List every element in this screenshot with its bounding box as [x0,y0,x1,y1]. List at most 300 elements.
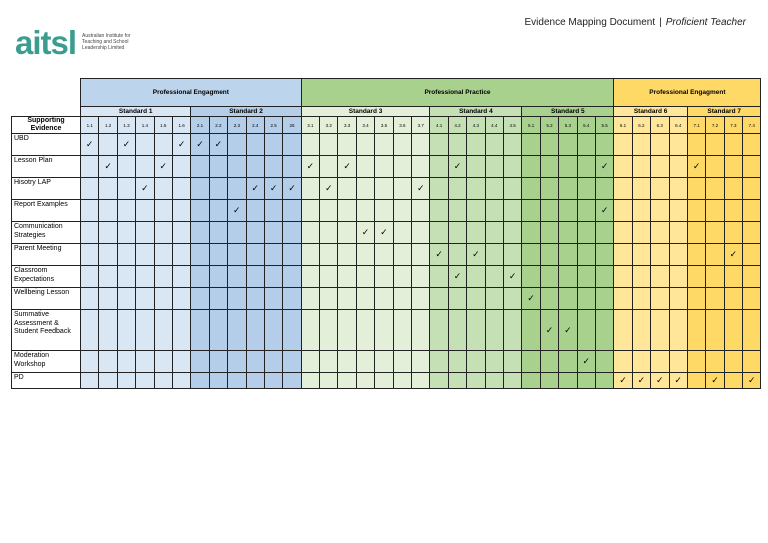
mapping-cell [577,156,595,178]
mapping-cell [283,351,301,373]
mapping-cell [522,178,540,200]
check-icon: ✓ [435,249,443,259]
mapping-cell [172,200,190,222]
mapping-cell [577,373,595,389]
mapping-cell [228,178,246,200]
mapping-cell [283,178,301,200]
mapping-cell [136,351,154,373]
mapping-cell [99,200,117,222]
mapping-cell [522,288,540,310]
descriptor-header: 5.5 [595,117,613,134]
descriptor-header: 5.1 [522,117,540,134]
mapping-cell [191,310,209,351]
mapping-cell [503,373,521,389]
mapping-cell [117,288,135,310]
mapping-cell [669,156,687,178]
mapping-cell [246,156,264,178]
mapping-cell [264,134,282,156]
descriptor-header: 7.1 [687,117,705,134]
evidence-row [12,156,761,178]
mapping-cell [172,244,190,266]
mapping-cell [559,200,577,222]
mapping-cell [522,373,540,389]
mapping-cell [375,156,393,178]
mapping-cell [706,222,724,244]
mapping-cell [209,351,227,373]
mapping-cell [81,200,99,222]
mapping-cell [724,373,742,389]
mapping-cell [375,134,393,156]
evidence-label: Wellbeing Lesson [12,288,81,310]
mapping-cell [172,266,190,288]
check-icon: ✓ [656,375,664,385]
mapping-cell [338,288,356,310]
mapping-cell [375,266,393,288]
mapping-cell [412,266,430,288]
standard-header: Standard 5 [522,107,614,117]
descriptor-header: 1.2 [99,117,117,134]
mapping-cell [651,373,669,389]
mapping-cell [375,288,393,310]
descriptor-header: 5.4 [577,117,595,134]
mapping-cell [503,134,521,156]
mapping-cell [651,178,669,200]
mapping-cell [503,222,521,244]
mapping-cell [467,351,485,373]
mapping-cell [430,156,448,178]
mapping-cell [172,351,190,373]
mapping-cell [117,200,135,222]
mapping-cell [485,200,503,222]
mapping-cell [687,288,705,310]
descriptor-header: 1.6 [172,117,190,134]
evidence-label: Lesson Plan [12,156,81,178]
mapping-cell [467,310,485,351]
mapping-cell [687,222,705,244]
mapping-cell [154,178,172,200]
mapping-cell [448,178,466,200]
mapping-cell [485,134,503,156]
mapping-cell [301,244,319,266]
mapping-cell [191,200,209,222]
mapping-cell [724,310,742,351]
mapping-cell [246,310,264,351]
mapping-cell [99,373,117,389]
mapping-cell [559,373,577,389]
mapping-cell [669,310,687,351]
mapping-cell [706,134,724,156]
mapping-cell [393,288,411,310]
descriptor-header: 2.5 [264,117,282,134]
mapping-cell [651,200,669,222]
check-icon: ✓ [159,161,168,171]
mapping-cell [320,200,338,222]
mapping-cell [595,288,613,310]
mapping-cell [301,200,319,222]
mapping-cell [283,266,301,288]
mapping-cell [503,244,521,266]
mapping-cell [706,266,724,288]
mapping-cell [706,156,724,178]
descriptor-header: 1.5 [154,117,172,134]
mapping-cell [412,244,430,266]
descriptor-header-row [12,117,761,134]
mapping-cell [577,200,595,222]
mapping-cell [393,178,411,200]
mapping-cell [595,134,613,156]
mapping-cell [246,200,264,222]
mapping-cell [99,178,117,200]
descriptor-header: 7.2 [706,117,724,134]
check-icon: ✓ [416,183,425,193]
mapping-cell [117,373,135,389]
mapping-cell [632,310,650,351]
mapping-cell [632,222,650,244]
mapping-cell [651,288,669,310]
mapping-cell [81,351,99,373]
mapping-cell [669,134,687,156]
mapping-cell [522,222,540,244]
mapping-cell [522,200,540,222]
mapping-cell [154,310,172,351]
mapping-cell [669,178,687,200]
mapping-cell [503,178,521,200]
mapping-cell [283,288,301,310]
mapping-cell [264,222,282,244]
mapping-cell [503,156,521,178]
mapping-cell [743,373,761,389]
mapping-cell [632,178,650,200]
mapping-cell [614,266,632,288]
mapping-cell [467,156,485,178]
mapping-cell [209,244,227,266]
mapping-cell [430,351,448,373]
mapping-cell [283,200,301,222]
evidence-label: Summative Assessment & Student Feedback [12,310,81,351]
mapping-cell [264,288,282,310]
standard-header: Standard 2 [191,107,301,117]
mapping-cell [191,134,209,156]
evidence-label: Report Examples [12,200,81,222]
mapping-cell [412,222,430,244]
mapping-cell [375,200,393,222]
mapping-cell [577,288,595,310]
mapping-cell [540,351,558,373]
mapping-cell [356,244,374,266]
mapping-cell [467,200,485,222]
mapping-cell [430,373,448,389]
mapping-cell [485,222,503,244]
mapping-cell [559,310,577,351]
mapping-cell [467,373,485,389]
mapping-cell [651,351,669,373]
mapping-cell [338,244,356,266]
descriptor-header: 6.2 [632,117,650,134]
mapping-cell [301,156,319,178]
mapping-cell [522,156,540,178]
mapping-cell [320,178,338,200]
evidence-row [12,266,761,288]
check-icon: ✓ [104,161,112,171]
mapping-cell [338,266,356,288]
mapping-cell [577,351,595,373]
evidence-label: Moderation Workshop [12,351,81,373]
mapping-cell [301,134,319,156]
mapping-cell [136,222,154,244]
descriptor-header: 26 [283,117,301,134]
mapping-cell [264,310,282,351]
evidence-row [12,310,761,351]
mapping-cell [743,156,761,178]
mapping-cell [209,156,227,178]
mapping-cell [154,244,172,266]
check-icon: ✓ [729,249,738,259]
mapping-cell [412,373,430,389]
mapping-cell [283,244,301,266]
mapping-cell [651,222,669,244]
mapping-cell [136,244,154,266]
mapping-cell [338,373,356,389]
mapping-cell [393,134,411,156]
mapping-cell [595,351,613,373]
mapping-cell [448,200,466,222]
mapping-cell [117,310,135,351]
mapping-cell [136,134,154,156]
mapping-cell [522,310,540,351]
mapping-cell [99,134,117,156]
mapping-cell [632,134,650,156]
mapping-cell [743,310,761,351]
mapping-cell [503,200,521,222]
mapping-cell [228,310,246,351]
mapping-cell [320,244,338,266]
mapping-cell [503,351,521,373]
mapping-cell [743,266,761,288]
mapping-cell [393,222,411,244]
mapping-cell [540,200,558,222]
standard-header-blank [12,107,81,117]
logo-subtitle: Australian Institute for Teaching and School Leadership Limited [82,33,131,51]
mapping-cell [209,222,227,244]
mapping-cell [577,266,595,288]
mapping-cell [209,310,227,351]
mapping-cell [540,244,558,266]
standard-header-row [12,107,761,117]
mapping-cell [724,134,742,156]
mapping-cell [172,222,190,244]
check-icon: ✓ [122,139,131,149]
evidence-row [12,244,761,266]
mapping-cell [687,200,705,222]
logo-mark: aitsl [15,23,77,61]
mapping-cell [669,373,687,389]
mapping-cell [320,134,338,156]
mapping-cell [724,244,742,266]
mapping-cell [614,310,632,351]
evidence-mapping-table [11,78,761,389]
mapping-cell [706,351,724,373]
mapping-cell [412,134,430,156]
mapping-cell [412,156,430,178]
mapping-cell [706,288,724,310]
descriptor-header: 1.3 [117,117,135,134]
mapping-cell [136,310,154,351]
mapping-cell [209,200,227,222]
descriptor-header: 4.1 [430,117,448,134]
mapping-cell [448,266,466,288]
check-icon: ✓ [711,375,719,385]
mapping-cell [614,200,632,222]
mapping-cell [393,373,411,389]
mapping-cell [577,244,595,266]
mapping-cell [228,156,246,178]
mapping-cell [632,266,650,288]
check-icon: ✓ [177,139,186,149]
mapping-cell [706,244,724,266]
mapping-cell [172,288,190,310]
mapping-cell [117,244,135,266]
mapping-cell [356,266,374,288]
descriptor-header: 3.5 [375,117,393,134]
mapping-cell [614,244,632,266]
mapping-cell [632,200,650,222]
mapping-cell [724,288,742,310]
mapping-cell [559,156,577,178]
descriptor-header: 4.5 [503,117,521,134]
mapping-cell [338,134,356,156]
mapping-cell [595,222,613,244]
descriptor-header: 2.2 [209,117,227,134]
mapping-cell [264,200,282,222]
mapping-cell [540,288,558,310]
domain-header: Professional Engagment [614,79,761,107]
descriptor-header: 1.4 [136,117,154,134]
mapping-cell [320,266,338,288]
mapping-cell [559,266,577,288]
mapping-cell [301,178,319,200]
mapping-cell [136,373,154,389]
mapping-cell [246,288,264,310]
mapping-cell [264,351,282,373]
check-icon: ✓ [233,205,241,215]
descriptor-header: 4.4 [485,117,503,134]
check-icon: ✓ [214,139,223,149]
mapping-cell [99,351,117,373]
mapping-cell [632,373,650,389]
check-icon: ✓ [508,271,517,281]
mapping-cell [338,310,356,351]
mapping-cell [117,178,135,200]
mapping-cell [669,351,687,373]
mapping-cell [375,178,393,200]
mapping-cell [467,178,485,200]
check-icon: ✓ [453,161,462,171]
document-title [525,17,746,28]
descriptor-header: 5.2 [540,117,558,134]
descriptor-header: 3.1 [301,117,319,134]
mapping-cell [595,373,613,389]
mapping-cell [228,244,246,266]
mapping-cell [743,244,761,266]
check-icon: ✓ [692,161,701,171]
mapping-cell [154,134,172,156]
mapping-cell [246,178,264,200]
mapping-cell [301,222,319,244]
mapping-cell [117,156,135,178]
mapping-cell [356,222,374,244]
mapping-cell [687,134,705,156]
mapping-cell [228,266,246,288]
mapping-cell [467,244,485,266]
mapping-cell [264,244,282,266]
mapping-cell [743,222,761,244]
mapping-cell [595,200,613,222]
mapping-cell [136,288,154,310]
descriptor-header: 3.7 [412,117,430,134]
mapping-cell [81,156,99,178]
mapping-cell [687,178,705,200]
mapping-cell [485,373,503,389]
mapping-cell [320,373,338,389]
mapping-cell [669,200,687,222]
mapping-cell [246,351,264,373]
mapping-cell [246,222,264,244]
check-icon: ✓ [380,227,388,237]
mapping-cell [540,310,558,351]
mapping-cell [485,351,503,373]
mapping-cell [191,222,209,244]
mapping-cell [283,134,301,156]
mapping-cell [614,351,632,373]
mapping-cell [209,134,227,156]
mapping-cell [99,266,117,288]
mapping-cell [172,134,190,156]
mapping-cell [559,134,577,156]
mapping-cell [264,266,282,288]
mapping-cell [172,310,190,351]
descriptor-header: 4.3 [467,117,485,134]
mapping-cell [724,222,742,244]
mapping-cell [154,222,172,244]
check-icon: ✓ [564,324,572,335]
title-separator: | [659,17,662,28]
mapping-cell [154,156,172,178]
mapping-cell [320,156,338,178]
mapping-cell [448,351,466,373]
descriptor-header: 2.4 [246,117,264,134]
mapping-cell [283,373,301,389]
mapping-cell [338,351,356,373]
mapping-cell [154,266,172,288]
mapping-cell [356,373,374,389]
mapping-cell [430,222,448,244]
descriptor-header: 6.3 [651,117,669,134]
descriptor-header: 3.2 [320,117,338,134]
evidence-label: Classroom Expectations [12,266,81,288]
mapping-cell [81,178,99,200]
mapping-cell [706,373,724,389]
mapping-cell [228,288,246,310]
mapping-cell [172,156,190,178]
evidence-row [12,200,761,222]
check-icon: ✓ [453,271,462,281]
evidence-row [12,134,761,156]
evidence-label: PD [12,373,81,389]
mapping-cell [467,288,485,310]
mapping-cell [191,156,209,178]
check-icon: ✓ [600,161,609,171]
mapping-cell [338,200,356,222]
